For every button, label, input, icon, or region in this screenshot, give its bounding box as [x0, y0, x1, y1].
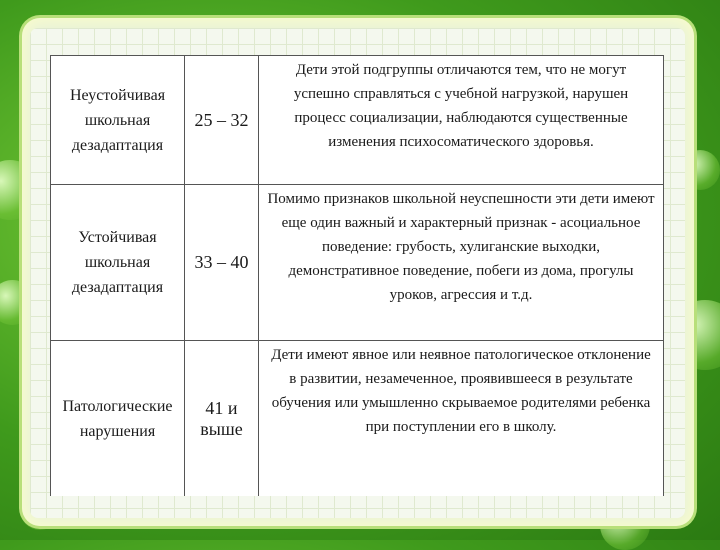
- score-cell: 33 – 40: [185, 185, 259, 340]
- category-cell: Устойчивая школьная дезадаптация: [51, 185, 185, 340]
- table-row: [51, 185, 663, 341]
- description-cell: Дети имеют явное или неявное патологическое отклонение в развитии, незамеченное, проявившееся в результате обучения или умышленно скрываемое родителями ребенка при поступлении его в школу.: [271, 347, 651, 435]
- table-row: [51, 56, 663, 185]
- category-cell: Патологические нарушения: [51, 341, 185, 496]
- score-cell: 25 – 32: [185, 56, 259, 184]
- score-cell: 41 и выше: [185, 341, 259, 496]
- category-cell: Неустойчивая школьная дезадаптация: [51, 56, 185, 184]
- maladaptation-table: [50, 55, 664, 496]
- description-cell: Дети этой подгруппы отличаются тем, что не могут успешно справляться с учебной нагрузкой, нарушен процесс социализации, наблюдаются существенные изменения психосоматического здоровья.: [293, 62, 629, 150]
- table-row: [51, 341, 663, 496]
- description-cell: Помимо признаков школьной неуспешности эти дети имеют еще один важный и характерный признак - асоциальное поведение: грубость, хулиганские выходки, демонстративное поведение, побеги из дома, прогулы уроков, агрессия и т.д.: [267, 191, 655, 303]
